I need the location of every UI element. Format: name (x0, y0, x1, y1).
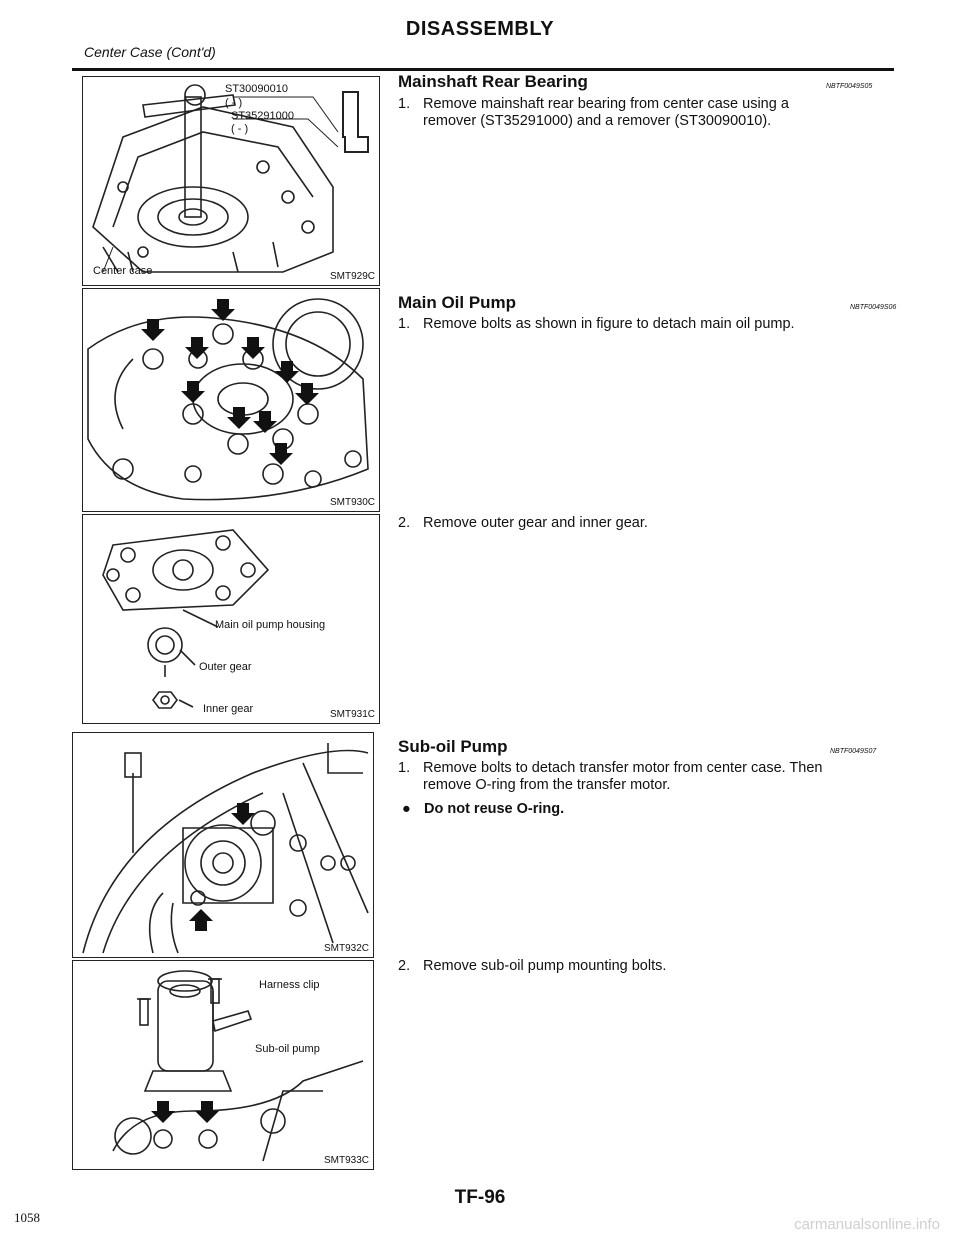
step-text: Remove outer gear and inner gear. (423, 515, 648, 531)
step-number: 1. (398, 760, 411, 776)
step-text-line2: remove O-ring from the transfer motor. (423, 777, 671, 793)
transfer-motor-illustration (73, 733, 373, 957)
ref-code-main-oil-pump: NBTF0049S06 (850, 304, 897, 311)
figure-transfer-motor (72, 732, 374, 958)
ref-code-mainshaft: NBTF0049S05 (826, 83, 873, 90)
step-main-oil-pump-1 (398, 316, 898, 334)
heading-main-oil-pump: Main Oil Pump (398, 293, 517, 312)
step-sub-oil-pump-2 (398, 958, 898, 976)
figure-oil-pump-gears (82, 514, 380, 724)
page-number: TF-96 (454, 1187, 506, 1208)
step-number: 2. (398, 515, 411, 531)
header-rule (72, 68, 894, 71)
bullet-symbol: ● (402, 801, 411, 817)
harness-clip-label: Harness clip (259, 979, 320, 991)
sub-oil-pump-illustration (73, 961, 373, 1169)
heading-mainshaft-rear-bearing: Mainshaft Rear Bearing (398, 72, 588, 91)
step-mainshaft-1 (398, 96, 898, 132)
figure-main-oil-pump-bolts (82, 288, 380, 512)
tool-label-2-alt: ( - ) (231, 123, 249, 135)
housing-label: Main oil pump housing (215, 619, 326, 631)
section-label: Center Case (Cont'd) (84, 44, 216, 60)
step-text-line2: remover (ST35291000) and a remover (ST30090010). (423, 113, 772, 129)
figure-code: SMT931C (329, 709, 375, 720)
inner-gear-label: Inner gear (203, 703, 254, 715)
warning-note: Do not reuse O-ring. (424, 801, 565, 817)
heading-sub-oil-pump: Sub-oil Pump (398, 737, 508, 756)
step-text: Remove sub-oil pump mounting bolts. (423, 958, 667, 974)
figure-code: SMT929C (329, 271, 375, 282)
side-page-number: 1058 (14, 1210, 40, 1225)
step-number: 1. (398, 316, 411, 332)
step-text-line1: Remove bolts to detach transfer motor from center case. Then (423, 760, 823, 776)
tool-label-1: ST30090010 (225, 83, 288, 95)
center-case-label: Center case (93, 265, 153, 277)
figure-mainshaft-bearing (82, 76, 380, 286)
step-text-line1: Remove mainshaft rear bearing from center case using a (423, 96, 789, 112)
figure-sub-oil-pump (72, 960, 374, 1170)
step-text: Remove bolts as shown in figure to detach main oil pump. (423, 316, 795, 332)
step-number: 2. (398, 958, 411, 974)
figure-code: SMT930C (329, 497, 375, 508)
figure-code: SMT933C (323, 1155, 369, 1166)
watermark: carmanualsonline.info (794, 1216, 940, 1233)
outer-gear-label: Outer gear (199, 661, 252, 673)
step-number: 1. (398, 96, 411, 112)
sub-oil-pump-label: Sub-oil pump (255, 1043, 320, 1055)
ref-code-sub-oil-pump: NBTF0049S07 (830, 748, 877, 755)
step-main-oil-pump-2 (398, 515, 898, 533)
page-title: DISASSEMBLY (405, 18, 555, 40)
figure-code: SMT932C (323, 943, 369, 954)
tool-label-1-alt: ( - ) (225, 97, 243, 109)
main-oil-pump-illustration (83, 289, 379, 511)
tool-label-2: ST35291000 (231, 110, 294, 122)
step-sub-oil-pump-1 (398, 760, 898, 796)
